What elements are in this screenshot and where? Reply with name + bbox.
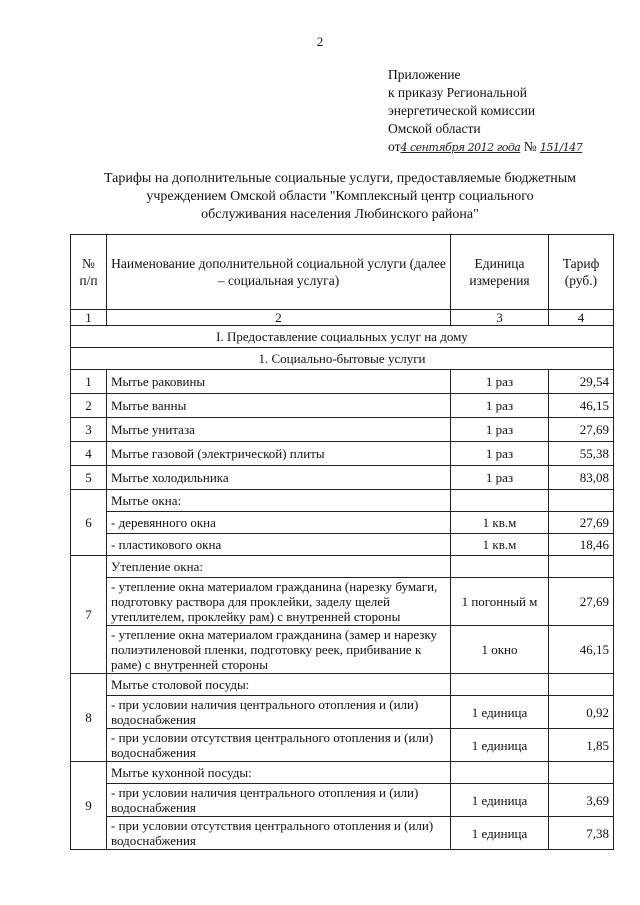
tariff-cell: 27,69	[549, 418, 614, 442]
table-row	[71, 556, 614, 578]
unit-cell: 1 единица	[451, 784, 549, 817]
service-group-name: Мытье окна:	[107, 490, 451, 512]
service-group-name: Утепление окна:	[107, 556, 451, 578]
header-num: № п/п	[71, 235, 107, 310]
column-number: 1	[71, 310, 107, 326]
service-name: - пластикового окна	[107, 534, 451, 556]
tariff-cell: 83,08	[549, 466, 614, 490]
appendix-line: Омской области	[388, 121, 481, 136]
title-line: Тарифы на дополнительные социальные услуги, предоставляемые бюджетным	[103, 171, 577, 186]
handwritten-date: 4 сентября 2012 года	[400, 141, 521, 154]
tariff-cell: 0,92	[549, 696, 614, 729]
number-prefix: №	[523, 139, 537, 154]
subsection-row	[71, 348, 614, 370]
unit-cell: 1 раз	[451, 370, 549, 394]
tariff-cell: 18,46	[549, 534, 614, 556]
tariff-cell	[549, 674, 614, 696]
tariff-cell: 27,69	[549, 578, 614, 626]
appendix-block	[388, 66, 582, 157]
unit-cell: 1 кв.м	[451, 512, 549, 534]
unit-cell: 1 единица	[451, 696, 549, 729]
tariff-cell	[549, 762, 614, 784]
row-number: 9	[71, 762, 107, 850]
table-row	[71, 762, 614, 784]
service-name: - при условии наличия центрального отопления и (или) водоснабжения	[107, 696, 451, 729]
document-title	[60, 170, 620, 224]
unit-cell: 1 раз	[451, 418, 549, 442]
unit-cell: 1 раз	[451, 466, 549, 490]
tariff-cell	[549, 556, 614, 578]
appendix-line: энергетической комиссии	[388, 103, 536, 118]
row-number: 4	[71, 442, 107, 466]
row-number: 5	[71, 466, 107, 490]
table-row	[71, 394, 614, 418]
table-subrow	[71, 578, 614, 626]
unit-cell	[451, 490, 549, 512]
service-name: - при условии отсутствия центрального отопления и (или) водоснабжения	[107, 817, 451, 850]
tariff-cell: 27,69	[549, 512, 614, 534]
section-row	[71, 326, 614, 348]
row-number: 6	[71, 490, 107, 556]
appendix-line: к приказу Региональной	[388, 85, 527, 100]
unit-cell	[451, 556, 549, 578]
table-subrow	[71, 817, 614, 850]
table-subrow	[71, 534, 614, 556]
tariff-cell: 1,85	[549, 729, 614, 762]
row-number: 3	[71, 418, 107, 442]
header-tariff: Тариф (руб.)	[549, 235, 614, 310]
unit-cell: 1 единица	[451, 729, 549, 762]
service-group-name: Мытье столовой посуды:	[107, 674, 451, 696]
section-title: I. Предоставление социальных услуг на дому	[71, 326, 614, 348]
service-name: Мытье раковины	[107, 370, 451, 394]
title-line: обслуживания населения Любинского района"	[201, 207, 479, 222]
table-row	[71, 442, 614, 466]
unit-cell: 1 погонный м	[451, 578, 549, 626]
unit-cell: 1 окно	[451, 626, 549, 674]
subsection-title: 1. Социально-бытовые услуги	[71, 348, 614, 370]
table-row	[71, 490, 614, 512]
tariff-cell	[549, 490, 614, 512]
tariff-cell: 29,54	[549, 370, 614, 394]
unit-cell: 1 кв.м	[451, 534, 549, 556]
column-number-row	[71, 310, 614, 326]
column-number: 2	[107, 310, 451, 326]
appendix-line: Приложение	[388, 67, 461, 82]
table-subrow	[71, 626, 614, 674]
service-name: - при условии отсутствия центрального отопления и (или) водоснабжения	[107, 729, 451, 762]
tariffs-table	[70, 234, 614, 850]
tariff-cell: 46,15	[549, 394, 614, 418]
column-number: 3	[451, 310, 549, 326]
header-name: Наименование дополнительной социальной услуги (далее – социальная услуга)	[107, 235, 451, 310]
unit-cell	[451, 762, 549, 784]
service-name: Мытье холодильника	[107, 466, 451, 490]
tariff-cell: 7,38	[549, 817, 614, 850]
unit-cell: 1 раз	[451, 394, 549, 418]
service-name: Мытье ванны	[107, 394, 451, 418]
row-number: 8	[71, 674, 107, 762]
service-name: - утепление окна материалом гражданина (замер и нарезку полиэтиленовой пленки, подготовку реек, прибивание к раме) с внутренней стороны	[107, 626, 451, 674]
page-number: 2	[316, 34, 324, 49]
service-name: - при условии наличия центрального отопления и (или) водоснабжения	[107, 784, 451, 817]
service-name: - утепление окна материалом гражданина (нарезку бумаги, подготовку раствора для проклейки, заделу щелей утеплителем, проклейку рам) с внутренней стороны	[107, 578, 451, 626]
service-name: Мытье унитаза	[107, 418, 451, 442]
unit-cell: 1 раз	[451, 442, 549, 466]
handwritten-number: 151/147	[540, 141, 583, 154]
column-number: 4	[549, 310, 614, 326]
row-number: 1	[71, 370, 107, 394]
table-subrow	[71, 512, 614, 534]
service-group-name: Мытье кухонной посуды:	[107, 762, 451, 784]
appendix-date-line	[388, 138, 582, 157]
table-subrow	[71, 729, 614, 762]
tariff-cell: 46,15	[549, 626, 614, 674]
service-name: - деревянного окна	[107, 512, 451, 534]
tariff-cell: 3,69	[549, 784, 614, 817]
date-prefix: от	[388, 139, 401, 154]
table-subrow	[71, 784, 614, 817]
service-name: Мытье газовой (электрической) плиты	[107, 442, 451, 466]
table-header-row	[71, 235, 614, 310]
title-line: учреждением Омской области "Комплексный центр социального	[146, 189, 534, 204]
table-subrow	[71, 696, 614, 729]
table-row	[71, 674, 614, 696]
row-number: 2	[71, 394, 107, 418]
header-unit: Единица измерения	[451, 235, 549, 310]
table-row	[71, 370, 614, 394]
tariff-cell: 55,38	[549, 442, 614, 466]
unit-cell	[451, 674, 549, 696]
unit-cell: 1 единица	[451, 817, 549, 850]
table-row	[71, 418, 614, 442]
table-row	[71, 466, 614, 490]
row-number: 7	[71, 556, 107, 674]
